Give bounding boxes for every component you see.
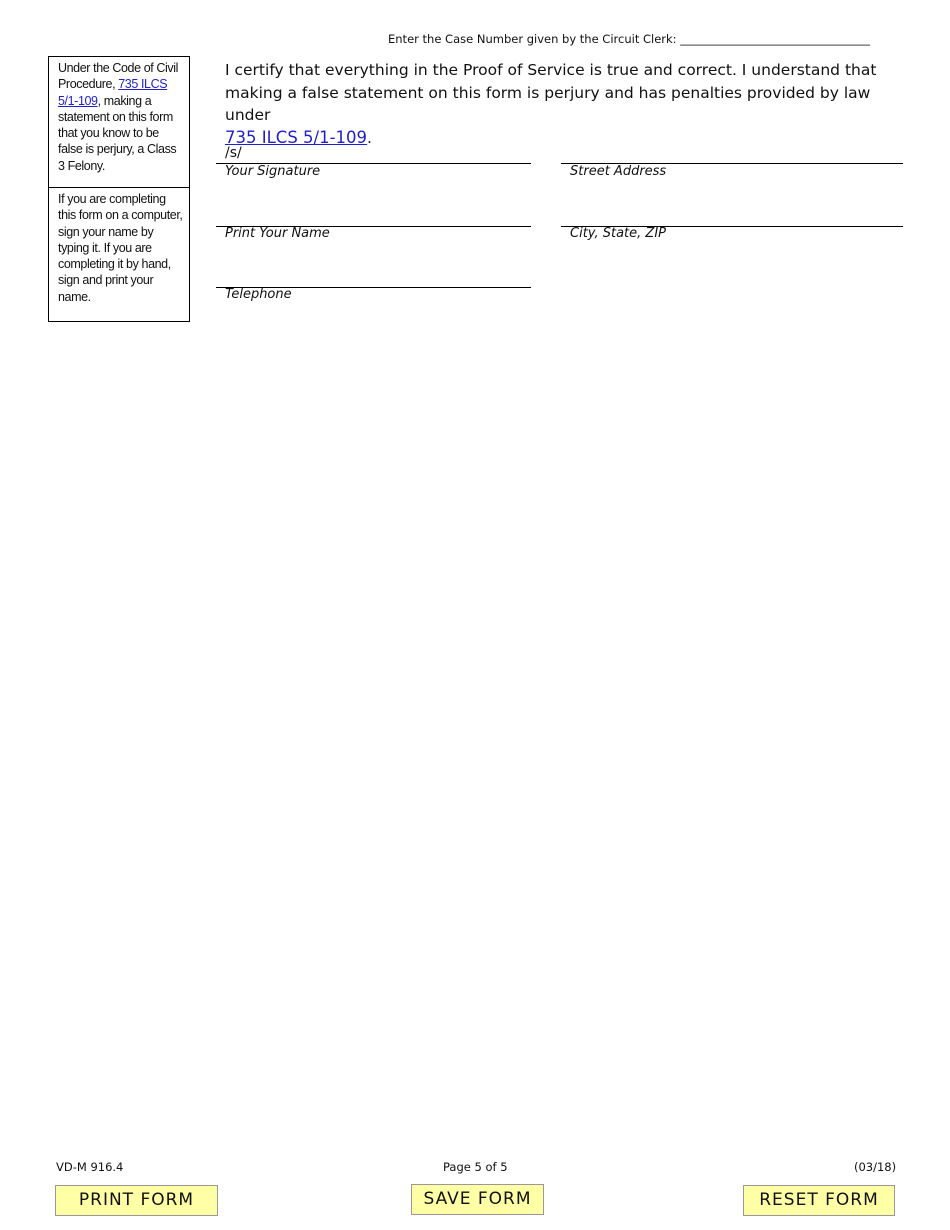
print-name-input[interactable] [216,190,531,224]
form-id: VD-M 916.4 [56,1160,124,1174]
city-state-zip-label: City, State, ZIP [570,226,666,241]
perjury-note-prefix: Under the Code of Civil Procedure, [58,61,179,92]
certification-text: I certify that everything in the Proof of Service is true and correct. I understand that making a false statement on this form is perjury and has penalties provided by law under [225,61,877,125]
perjury-statute-link[interactable]: 735 ILCS 5/1-109 [58,77,168,108]
telephone-input[interactable] [216,252,531,286]
print-name-label: Print Your Name [225,226,330,241]
certification-end: . [367,128,372,147]
city-state-zip-input[interactable] [561,190,903,224]
revision-date: (03/18) [854,1160,897,1174]
case-number-input[interactable]: _________________________________ [680,32,870,46]
case-number-label: Enter the Case Number given by the Circuit Clerk: [388,32,677,46]
signature-input[interactable]: /s/ [225,145,242,161]
page-number: Page 5 of 5 [443,1160,508,1174]
reset-form-button[interactable]: RESET FORM [743,1185,895,1216]
signing-instructions: If you are completing this form on a computer, sign your name by typing it. If you are completing it by hand, sign and print your name. [58,192,183,304]
certification-statute-link[interactable]: 735 ILCS 5/1-109 [225,127,368,147]
perjury-note-box [48,56,190,188]
perjury-note-suffix: , making a statement on this form that you know to be false is perjury, a Class 3 Felony. [58,93,177,173]
street-address-input[interactable] [561,128,903,162]
street-address-label: Street Address [570,164,667,179]
telephone-label: Telephone [225,287,292,302]
your-signature-label: Your Signature [225,164,321,179]
signing-instructions-box [48,187,190,322]
print-form-button[interactable]: PRINT FORM [55,1185,218,1216]
save-form-button[interactable]: SAVE FORM [411,1184,544,1215]
case-number-line [388,32,870,46]
